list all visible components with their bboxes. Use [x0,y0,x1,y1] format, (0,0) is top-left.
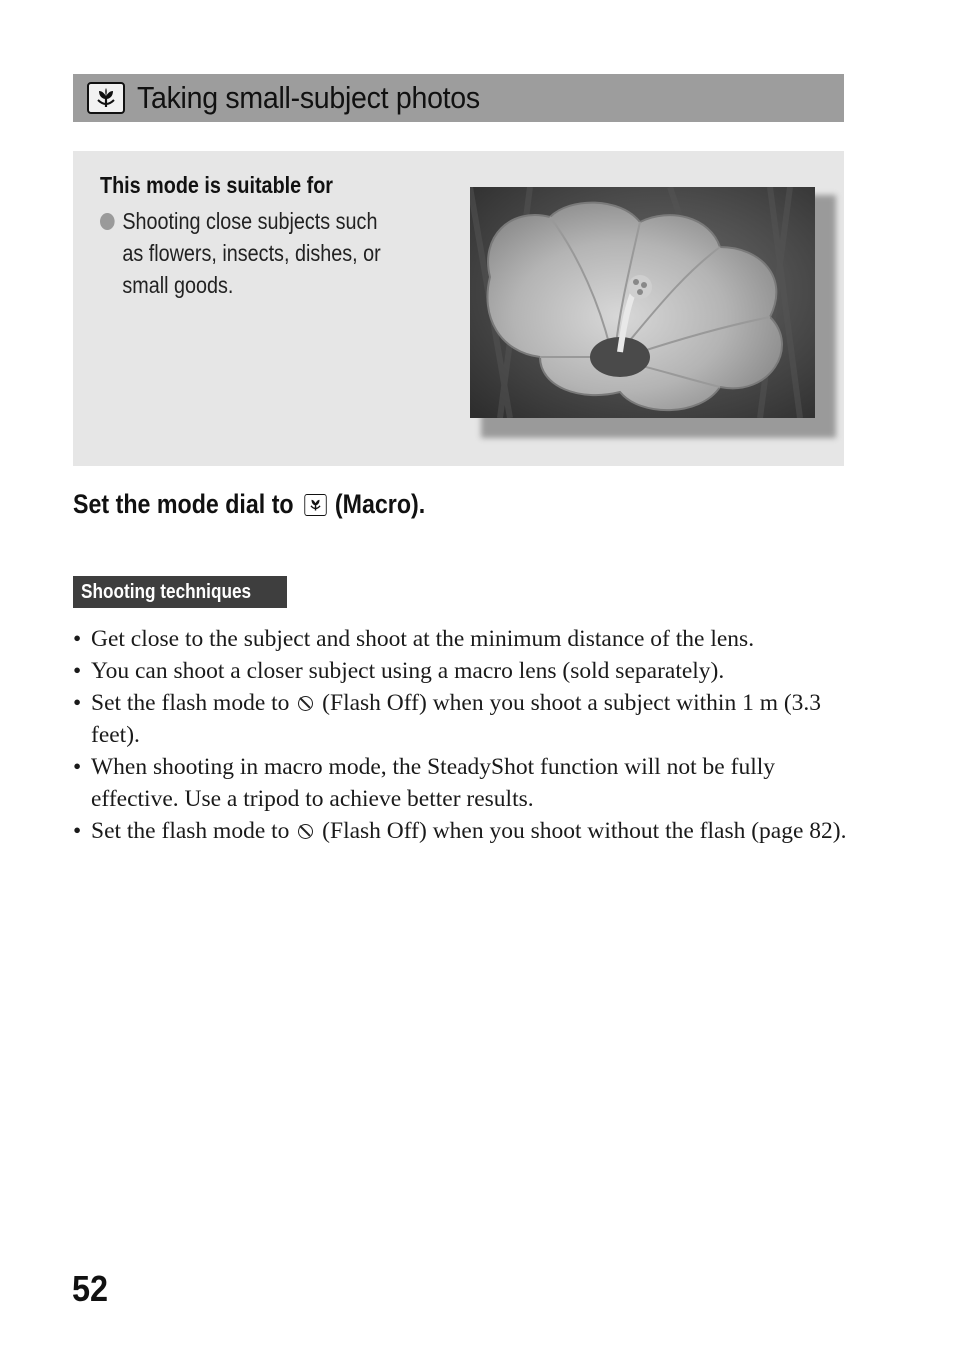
bullet-dot-icon [100,213,115,230]
list-item: • You can shoot a closer subject using a macro lens (sold separately). [73,655,853,687]
techniques-list [73,623,853,847]
suitable-for-item-text: Shooting close subjects such as flowers, insects, dishes, or small goods. [122,208,381,298]
section-title-bar [73,74,844,122]
flash-off-icon [298,696,313,711]
list-item: • Get close to the subject and shoot at the minimum distance of the lens. [73,623,853,655]
flash-off-icon [298,824,313,839]
instruction-suffix: (Macro). [334,489,426,519]
hibiscus-flower-photo [470,187,815,418]
suitable-for-heading: This mode is suitable for [100,172,334,198]
suitable-for-panel [73,151,844,466]
macro-flower-icon [87,82,125,114]
instruction-prefix: Set the mode dial to [73,489,294,519]
shooting-techniques-label: Shooting techniques [73,576,287,608]
page-title: Taking small-subject photos [137,80,480,115]
list-item: • When shooting in macro mode, the SteadyShot function will not be fully effective. Use a tripod to achieve better results. [73,751,853,815]
page-number: 52 [72,1268,109,1309]
list-item: • Set the flash mode to (Flash Off) when you shoot without the flash (page 82). [73,815,853,847]
mode-dial-instruction [73,489,425,520]
macro-flower-icon [304,494,326,516]
list-item: • Set the flash mode to (Flash Off) when you shoot a subject within 1 m (3.3 feet). [73,687,853,751]
suitable-for-item [100,205,392,301]
